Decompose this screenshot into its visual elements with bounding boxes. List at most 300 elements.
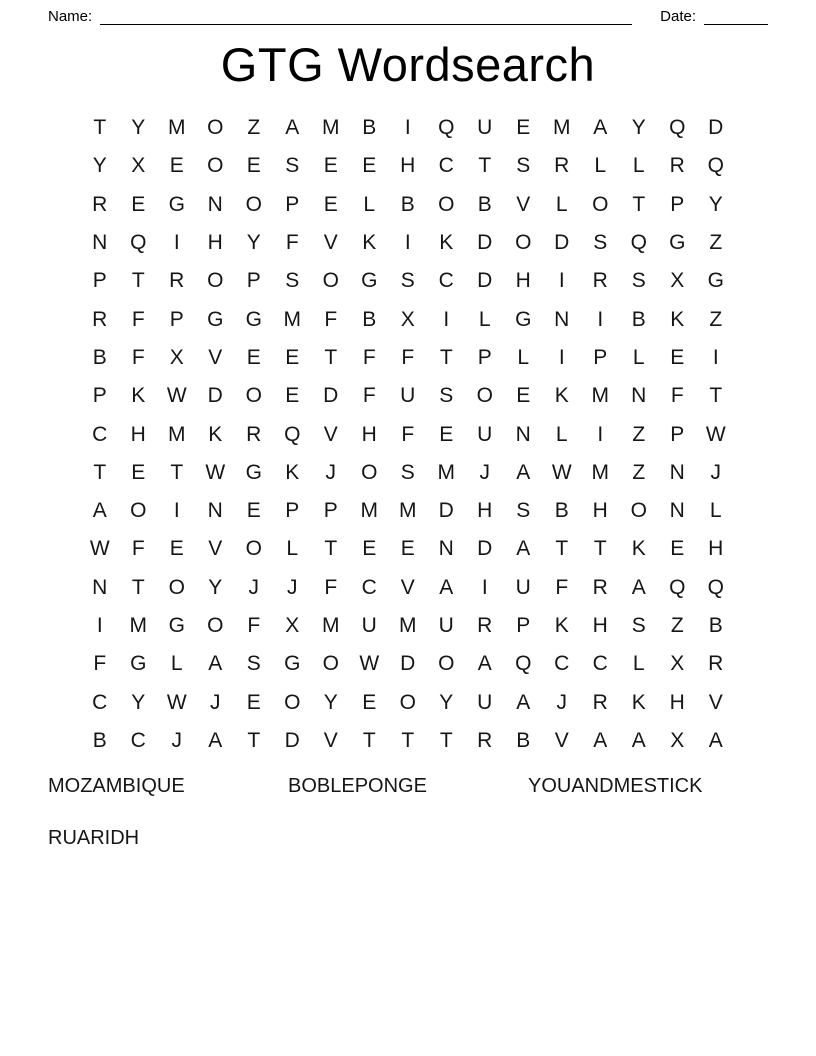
grid-cell: Z xyxy=(709,307,723,331)
grid-cell: D xyxy=(284,728,300,752)
grid-cell: H xyxy=(592,614,608,637)
grid-cell: N xyxy=(631,384,647,408)
grid-cell: T xyxy=(439,728,453,752)
grid-cell: L xyxy=(594,154,607,178)
grid-cell: H xyxy=(592,499,608,523)
grid-cell: F xyxy=(362,384,376,408)
grid-cell: L xyxy=(170,652,183,676)
grid-cell: I xyxy=(173,231,180,255)
grid-cell: N xyxy=(438,537,454,561)
grid-cell: Y xyxy=(246,231,261,255)
grid-cell: P xyxy=(516,614,531,637)
grid-cell: V xyxy=(708,690,723,714)
grid-cell: O xyxy=(476,384,493,408)
grid-row xyxy=(81,262,736,300)
grid-cell: N xyxy=(669,460,685,484)
grid-cell: N xyxy=(207,499,223,523)
grid-cell: O xyxy=(592,192,609,216)
grid-row xyxy=(81,683,736,721)
grid-cell: T xyxy=(709,384,723,408)
grid-cell: E xyxy=(400,537,415,561)
grid-cell: F xyxy=(131,537,145,561)
grid-cell: X xyxy=(169,345,184,369)
grid-cell: A xyxy=(439,575,454,599)
grid-cell: Q xyxy=(707,575,724,599)
grid-cell: H xyxy=(361,422,377,446)
grid-cell: M xyxy=(129,614,147,637)
grid-cell: U xyxy=(477,116,493,140)
grid-cell: R xyxy=(92,307,108,331)
grid-cell: R xyxy=(592,575,608,599)
grid-cell: U xyxy=(515,575,531,599)
grid-row xyxy=(81,300,736,338)
grid-cell: R xyxy=(592,269,608,293)
grid-cell: Y xyxy=(631,116,646,140)
grid-cell: O xyxy=(207,269,224,293)
grid-cell: L xyxy=(286,537,299,561)
grid-cell: M xyxy=(322,614,340,637)
grid-cell: T xyxy=(93,116,107,140)
grid-cell: T xyxy=(593,537,607,561)
word-list-item: MOZAMBIQUE xyxy=(48,775,185,798)
grid-cell: G xyxy=(168,192,185,216)
grid-cell: O xyxy=(361,460,378,484)
grid-cell: R xyxy=(477,614,493,637)
grid-cell: J xyxy=(710,460,721,484)
grid-cell: R xyxy=(708,652,724,676)
grid-cell: M xyxy=(168,116,186,140)
grid-cell: S xyxy=(285,269,300,293)
grid-cell: H xyxy=(477,499,493,523)
grid-cell: R xyxy=(477,728,493,752)
grid-cell: F xyxy=(401,422,415,446)
grid-cell: E xyxy=(246,690,261,714)
grid-cell: F xyxy=(131,345,145,369)
grid-cell: E xyxy=(362,537,377,561)
grid-cell: S xyxy=(631,269,646,293)
grid-cell: F xyxy=(247,614,261,637)
grid-cell: Q xyxy=(630,231,647,255)
grid-cell: Q xyxy=(130,231,147,255)
grid-cell: C xyxy=(130,728,146,752)
grid-cell: N xyxy=(92,575,108,599)
grid-cell: A xyxy=(208,652,223,676)
grid-cell: Z xyxy=(247,116,261,140)
grid-cell: O xyxy=(322,652,339,676)
grid-cell: R xyxy=(92,192,108,216)
grid-cell: U xyxy=(400,384,416,408)
grid-cell: T xyxy=(131,575,145,599)
grid-cell: I xyxy=(597,307,604,331)
grid-cell: W xyxy=(705,422,726,446)
grid-cell: S xyxy=(400,269,415,293)
grid-row xyxy=(81,569,736,607)
wordsearch-grid xyxy=(81,109,736,760)
page-title: GTG Wordsearch xyxy=(220,38,596,91)
grid-cell: P xyxy=(593,345,608,369)
grid-cell: P xyxy=(92,384,107,408)
grid-cell: G xyxy=(361,269,378,293)
grid-cell: P xyxy=(477,345,492,369)
grid-cell: G xyxy=(284,652,301,676)
grid-row xyxy=(81,147,736,185)
grid-cell: W xyxy=(551,460,572,484)
grid-cell: Z xyxy=(632,460,646,484)
grid-cell: Q xyxy=(669,575,686,599)
grid-cell: E xyxy=(439,422,454,446)
grid-cell: O xyxy=(284,690,301,714)
grid-cell: A xyxy=(631,728,646,752)
grid-cell: I xyxy=(558,345,565,369)
grid-cell: D xyxy=(323,384,339,408)
grid-cell: H xyxy=(130,422,146,446)
grid-cell: C xyxy=(92,422,108,446)
grid-cell: V xyxy=(516,192,531,216)
grid-cell: E xyxy=(246,345,261,369)
grid-row xyxy=(81,109,736,147)
grid-row xyxy=(81,454,736,492)
grid-cell: V xyxy=(400,575,415,599)
grid-cell: B xyxy=(92,345,107,369)
grid-cell: L xyxy=(709,499,722,523)
grid-cell: A xyxy=(516,460,531,484)
grid-cell: A xyxy=(516,690,531,714)
grid-cell: O xyxy=(207,116,224,140)
grid-row xyxy=(81,492,736,530)
grid-cell: L xyxy=(555,192,568,216)
grid-cell: H xyxy=(515,269,531,293)
header xyxy=(0,0,816,26)
grid-cell: C xyxy=(92,690,108,714)
grid-cell: D xyxy=(477,231,493,255)
grid-cell: W xyxy=(359,652,380,676)
word-list-item: RUARIDH xyxy=(48,827,140,850)
grid-cell: C xyxy=(592,652,608,676)
grid-cell: T xyxy=(401,728,415,752)
grid-cell: V xyxy=(208,537,223,561)
grid-cell: O xyxy=(630,499,647,523)
grid-cell: J xyxy=(210,690,221,714)
grid-cell: T xyxy=(324,345,338,369)
grid-cell: K xyxy=(554,614,569,637)
grid-cell: U xyxy=(438,614,454,637)
grid-cell: B xyxy=(92,728,107,752)
grid-cell: N xyxy=(554,307,570,331)
grid-cell: S xyxy=(631,614,646,637)
grid-cell: T xyxy=(362,728,376,752)
grid-cell: F xyxy=(93,652,107,676)
grid-cell: P xyxy=(246,269,261,293)
grid-cell: A xyxy=(208,728,223,752)
grid-cell: O xyxy=(399,690,416,714)
grid-cell: A xyxy=(516,537,531,561)
grid-cell: D xyxy=(438,499,454,523)
grid-cell: I xyxy=(404,116,411,140)
grid-row xyxy=(81,224,736,262)
grid-cell: V xyxy=(208,345,223,369)
grid-cell: E xyxy=(246,499,261,523)
grid-cell: R xyxy=(169,269,185,293)
grid-cell: O xyxy=(245,537,262,561)
grid-cell: E xyxy=(169,154,184,178)
grid-row xyxy=(81,530,736,568)
grid-cell: G xyxy=(168,614,185,637)
grid-cell: G xyxy=(245,307,262,331)
grid-cell: P xyxy=(169,307,184,331)
word-list xyxy=(48,772,768,852)
grid-cell: R xyxy=(554,154,570,178)
grid-cell: S xyxy=(516,154,531,178)
grid-cell: K xyxy=(554,384,569,408)
grid-cell: B xyxy=(554,499,569,523)
grid-cell: C xyxy=(361,575,377,599)
grid-cell: M xyxy=(399,614,417,637)
grid-cell: F xyxy=(285,231,299,255)
grid-cell: O xyxy=(245,384,262,408)
grid-cell: E xyxy=(516,384,531,408)
name-label: Name: xyxy=(48,8,93,25)
grid-cell: E xyxy=(323,154,338,178)
grid-cell: E xyxy=(670,345,685,369)
grid-cell: Q xyxy=(438,116,455,140)
grid-cell: N xyxy=(669,499,685,523)
grid-cell: Y xyxy=(131,116,146,140)
grid-cell: T xyxy=(555,537,569,561)
grid-cell: U xyxy=(477,690,493,714)
grid-cell: B xyxy=(631,307,646,331)
grid-cell: K xyxy=(670,307,685,331)
grid-cell: I xyxy=(96,614,103,637)
grid-cell: I xyxy=(597,422,604,446)
grid-cell: L xyxy=(632,652,645,676)
grid-cell: O xyxy=(207,614,224,637)
grid-cell: T xyxy=(131,269,145,293)
grid-cell: B xyxy=(477,192,492,216)
grid-cell: D xyxy=(708,116,724,140)
grid-cell: Q xyxy=(515,652,532,676)
word-list-item: YOUANDMESTICK xyxy=(528,775,703,798)
grid-cell: D xyxy=(400,652,416,676)
grid-cell: T xyxy=(170,460,184,484)
grid-cell: J xyxy=(287,575,298,599)
grid-cell: I xyxy=(404,231,411,255)
grid-cell: I xyxy=(712,345,719,369)
grid-cell: P xyxy=(92,269,107,293)
grid-cell: S xyxy=(285,154,300,178)
grid-cell: A xyxy=(593,116,608,140)
grid-cell: K xyxy=(439,231,454,255)
grid-cell: B xyxy=(400,192,415,216)
grid-cell: M xyxy=(283,307,301,331)
grid-cell: L xyxy=(517,345,530,369)
grid-cell: F xyxy=(670,384,684,408)
grid-cell: A xyxy=(92,499,107,523)
grid-cell: O xyxy=(245,192,262,216)
grid-cell: K xyxy=(285,460,300,484)
grid-cell: I xyxy=(481,575,488,599)
grid-row xyxy=(81,415,736,453)
grid-cell: R xyxy=(669,154,685,178)
grid-cell: H xyxy=(708,537,724,561)
grid-cell: Y xyxy=(708,192,723,216)
grid-cell: M xyxy=(437,460,455,484)
grid-cell: L xyxy=(632,345,645,369)
grid-cell: E xyxy=(670,537,685,561)
grid-cell: V xyxy=(323,231,338,255)
grid-cell: T xyxy=(478,154,492,178)
grid-cell: M xyxy=(553,116,571,140)
grid-cell: V xyxy=(323,728,338,752)
grid-cell: Q xyxy=(707,154,724,178)
grid-cell: M xyxy=(591,384,609,408)
grid-cell: E xyxy=(285,384,300,408)
grid-cell: F xyxy=(401,345,415,369)
grid-cell: A xyxy=(285,116,300,140)
grid-cell: X xyxy=(131,154,146,178)
grid-cell: L xyxy=(363,192,376,216)
grid-cell: F xyxy=(555,575,569,599)
grid-cell: A xyxy=(631,575,646,599)
grid-cell: E xyxy=(131,192,146,216)
grid-cell: E xyxy=(516,116,531,140)
grid-cell: F xyxy=(324,307,338,331)
grid-cell: I xyxy=(558,269,565,293)
grid-cell: A xyxy=(708,728,723,752)
grid-cell: V xyxy=(554,728,569,752)
grid-cell: M xyxy=(322,116,340,140)
grid-cell: T xyxy=(324,537,338,561)
grid-row xyxy=(81,186,736,224)
grid-cell: Y xyxy=(208,575,223,599)
grid-cell: O xyxy=(515,231,532,255)
grid-cell: K xyxy=(208,422,223,446)
grid-cell: H xyxy=(207,231,223,255)
grid-cell: B xyxy=(516,728,531,752)
grid-cell: S xyxy=(400,460,415,484)
grid-row xyxy=(81,722,736,760)
grid-cell: Y xyxy=(439,690,454,714)
grid-cell: Q xyxy=(284,422,301,446)
grid-cell: N xyxy=(515,422,531,446)
grid-cell: A xyxy=(477,652,492,676)
grid-cell: K xyxy=(362,231,377,255)
grid-cell: C xyxy=(554,652,570,676)
grid-cell: G xyxy=(707,269,724,293)
grid-cell: M xyxy=(360,499,378,523)
grid-cell: M xyxy=(591,460,609,484)
grid-cell: D xyxy=(207,384,223,408)
grid-cell: M xyxy=(168,422,186,446)
grid-cell: F xyxy=(324,575,338,599)
grid-cell: S xyxy=(439,384,454,408)
grid-cell: P xyxy=(670,192,685,216)
grid-cell: C xyxy=(438,154,454,178)
grid-cell: O xyxy=(168,575,185,599)
name-fill-line xyxy=(100,9,632,25)
grid-cell: Z xyxy=(632,422,646,446)
grid-cell: K xyxy=(131,384,146,408)
grid-cell: G xyxy=(245,460,262,484)
grid-cell: C xyxy=(438,269,454,293)
grid-cell: E xyxy=(362,690,377,714)
grid-cell: L xyxy=(555,422,568,446)
grid-cell: E xyxy=(323,192,338,216)
grid-cell: A xyxy=(593,728,608,752)
date-label: Date: xyxy=(660,8,696,25)
grid-cell: W xyxy=(89,537,110,561)
grid-cell: G xyxy=(515,307,532,331)
grid-cell: E xyxy=(285,345,300,369)
grid-cell: E xyxy=(131,460,146,484)
grid-cell: F xyxy=(362,345,376,369)
grid-cell: S xyxy=(593,231,608,255)
grid-cell: D xyxy=(554,231,570,255)
grid-cell: J xyxy=(556,690,567,714)
grid-cell: B xyxy=(362,116,377,140)
grid-cell: G xyxy=(207,307,224,331)
grid-cell: U xyxy=(361,614,377,637)
grid-cell: O xyxy=(438,192,455,216)
date-fill-line xyxy=(704,9,768,25)
grid-cell: S xyxy=(516,499,531,523)
grid-cell: T xyxy=(632,192,646,216)
grid-cell: J xyxy=(171,728,182,752)
grid-cell: N xyxy=(207,192,223,216)
grid-cell: E xyxy=(362,154,377,178)
grid-row xyxy=(81,339,736,377)
grid-cell: I xyxy=(173,499,180,523)
grid-cell: T xyxy=(439,345,453,369)
grid-cell: P xyxy=(670,422,685,446)
grid-cell: L xyxy=(632,154,645,178)
grid-cell: W xyxy=(205,460,226,484)
grid-cell: V xyxy=(323,422,338,446)
grid-cell: Q xyxy=(669,116,686,140)
grid-cell: E xyxy=(169,537,184,561)
grid-cell: R xyxy=(592,690,608,714)
grid-cell: Y xyxy=(323,690,338,714)
grid-cell: O xyxy=(207,154,224,178)
grid-cell: D xyxy=(477,537,493,561)
grid-cell: U xyxy=(477,422,493,446)
grid-cell: O xyxy=(322,269,339,293)
grid-cell: Y xyxy=(92,154,107,178)
grid-cell: M xyxy=(399,499,417,523)
grid-cell: X xyxy=(670,728,685,752)
grid-cell: H xyxy=(669,690,685,714)
grid-cell: X xyxy=(400,307,415,331)
grid-cell: J xyxy=(325,460,336,484)
grid-cell: R xyxy=(246,422,262,446)
grid-cell: F xyxy=(131,307,145,331)
grid-cell: B xyxy=(708,614,723,637)
grid-cell: S xyxy=(246,652,261,676)
grid-cell: J xyxy=(248,575,259,599)
grid-cell: Y xyxy=(131,690,146,714)
grid-cell: G xyxy=(669,231,686,255)
grid-cell: X xyxy=(285,614,300,637)
grid-cell: X xyxy=(670,269,685,293)
grid-cell: T xyxy=(247,728,261,752)
grid-cell: I xyxy=(443,307,450,331)
word-list-item: BOBLEPONGE xyxy=(288,775,427,798)
grid-cell: W xyxy=(166,690,187,714)
grid-cell: B xyxy=(362,307,377,331)
grid-row xyxy=(81,377,736,415)
grid-cell: L xyxy=(478,307,491,331)
grid-cell: G xyxy=(130,652,147,676)
grid-cell: W xyxy=(166,384,187,408)
